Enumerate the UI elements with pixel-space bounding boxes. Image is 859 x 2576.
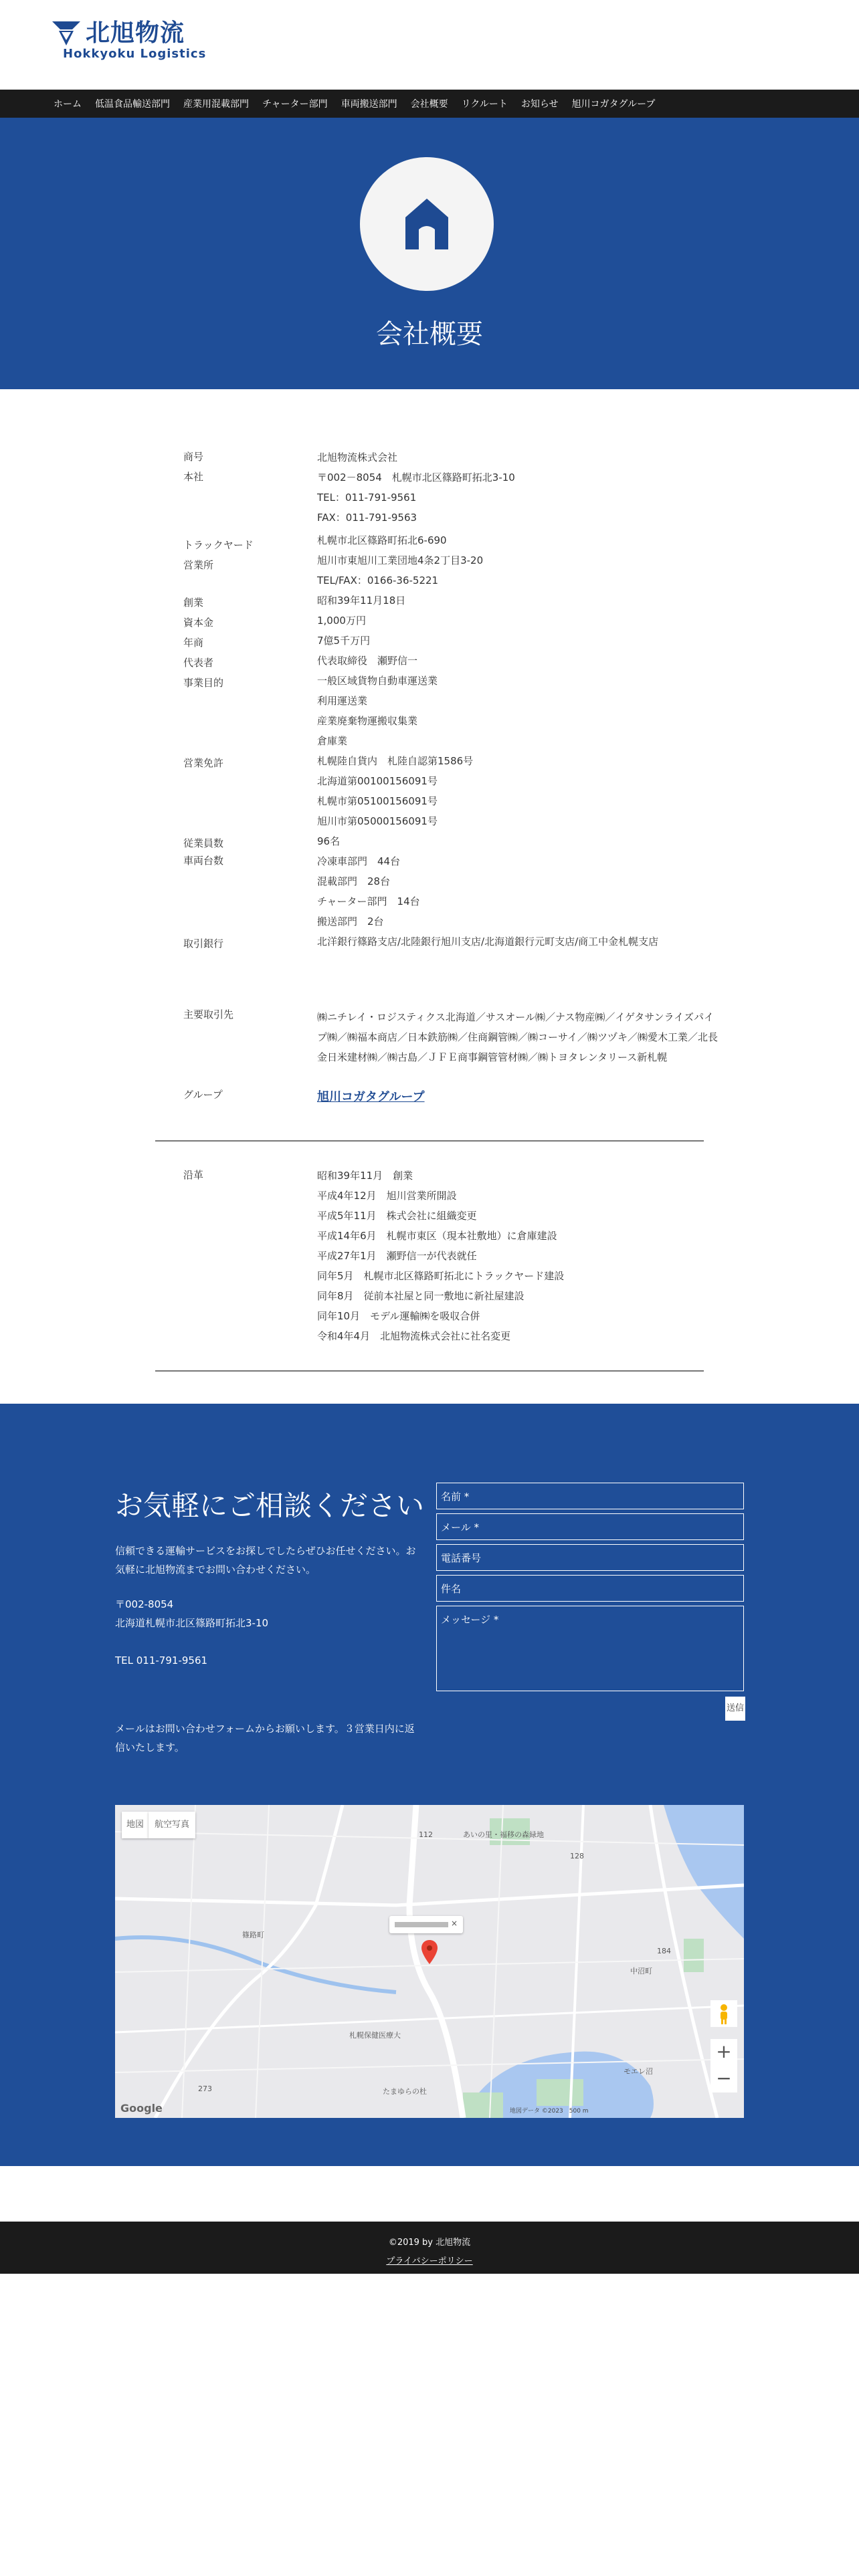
info-label: グループ — [183, 1089, 223, 1101]
info-value: TEL/FAX：0166-36-5221 — [317, 574, 439, 586]
contact-note-line: 信いたします。 — [115, 1741, 185, 1753]
nav-company[interactable]: 会社概要 — [410, 99, 448, 110]
google-logo: Google — [120, 2102, 163, 2115]
contact-title: お気軽にご相談ください — [115, 1489, 425, 1522]
history-item: 平成27年1月 瀬野信一が代表就任 — [317, 1250, 477, 1262]
road-number-label: 112 — [419, 1830, 433, 1839]
history-item: 同年10月 モデル運輸㈱を吸収合併 — [317, 1310, 480, 1322]
info-value: FAX：011-791-9563 — [317, 512, 417, 524]
history-item: 令和4年4月 北旭物流株式会社に社名変更 — [317, 1330, 511, 1342]
info-label: 資本金 — [183, 617, 214, 629]
privacy-policy-link[interactable]: プライバシーポリシー — [386, 2256, 473, 2266]
street-view-pegman-icon[interactable] — [710, 2000, 737, 2027]
history-item: 同年8月 従前本社屋と同一敷地に新社屋建設 — [317, 1290, 524, 1302]
contact-postal-code: 〒002-8054 — [115, 1598, 174, 1610]
name-field[interactable]: 名前 * — [436, 1483, 744, 1509]
info-label: 取引銀行 — [183, 938, 224, 950]
info-label: 事業目的 — [183, 677, 224, 689]
map-place-label: 札幌保健医療大 — [349, 2031, 401, 2040]
map-place-label: たまゆらの杜 — [383, 2087, 427, 2096]
contact-intro-line: 気軽に北旭物流までお問い合わせください。 — [115, 1564, 316, 1576]
contact-tel: TEL 011-791-9561 — [115, 1654, 208, 1667]
road-number-label: 273 — [198, 2084, 212, 2093]
map-attribution: 地図データ ©2023 500 m — [510, 2108, 589, 2115]
brand-subtitle: Hokkyoku Logistics — [63, 47, 207, 61]
contact-intro-line: 信頼できる運輸サービスをお探しでしたらぜひお任せください。お — [115, 1545, 416, 1557]
group-link[interactable]: 旭川コガタグループ — [317, 1090, 425, 1104]
page-title: 会社概要 — [376, 319, 483, 350]
info-value: ㈱ニチレイ・ロジスティクス北海道／サスオール㈱／ナス物産㈱／イゲタサンライズパイプ㈱／㈱福本商店／日本鉄筋㈱／住商鋼管㈱／㈱コーサイ／㈱ツヅキ／㈱愛木工業／北長金日米建材㈱／㈱古島／ＪＦＥ商事鋼管管材㈱／㈱トヨタレンタリース新札幌 — [317, 1011, 718, 1063]
history-item: 昭和39年11月 創業 — [317, 1170, 413, 1182]
road-number-label: 128 — [570, 1852, 584, 1860]
map-info-bubble[interactable] — [389, 1916, 463, 1933]
logo[interactable] — [52, 17, 213, 68]
info-value: 札幌陸自貨内 札陸自認第1586号 — [317, 755, 474, 767]
info-value: 倉庫業 — [317, 735, 348, 747]
info-value: 北海道第00100156091号 — [317, 775, 438, 787]
info-label: 代表者 — [183, 657, 214, 669]
info-label: 従業員数 — [183, 837, 224, 849]
info-value: 96名 — [317, 835, 341, 847]
info-label: 創業 — [183, 597, 204, 609]
history-item: 平成5年11月 株式会社に組織変更 — [317, 1210, 477, 1222]
contact-section — [0, 1404, 859, 2166]
nav-industrial-mixed[interactable]: 産業用混載部門 — [183, 99, 249, 110]
history-item: 同年5月 札幌市北区篠路町拓北にトラックヤード建設 — [317, 1270, 565, 1282]
site-footer — [0, 2222, 859, 2274]
nav-vehicle-transport[interactable]: 車両搬送部門 — [341, 99, 397, 110]
divider — [155, 1370, 704, 1372]
nav-recruit[interactable]: リクルート — [461, 99, 508, 110]
info-value: 1,000万円 — [317, 615, 366, 627]
info-label: 商号 — [183, 451, 204, 463]
info-label: 主要取引先 — [183, 1008, 234, 1021]
map-type-map-button[interactable]: 地図 — [122, 1812, 149, 1838]
info-value: 代表取締役 瀬野信一 — [317, 655, 418, 667]
info-label: 営業免許 — [183, 757, 224, 769]
info-value: 札幌市第05100156091号 — [317, 795, 438, 807]
contact-note — [115, 1719, 415, 1757]
contact-street: 北海道札幌市北区篠路町拓北3-10 — [115, 1617, 269, 1629]
info-bubble-text-bar — [395, 1922, 448, 1927]
info-value: 〒002－8054 札幌市北区篠路町拓北3-10 — [317, 471, 515, 484]
info-label: 車両台数 — [183, 855, 224, 867]
map-place-label: あいの里・福移の森緑地 — [463, 1830, 544, 1839]
map-place-label: 篠路町 — [242, 1931, 264, 1939]
info-value: 冷凍車部門 44台 — [317, 855, 401, 867]
google-map[interactable] — [115, 1805, 744, 2118]
hero-banner — [0, 118, 859, 389]
contact-address — [115, 1595, 268, 1632]
info-value: 昭和39年11月18日 — [317, 595, 406, 607]
nav-frozen-food[interactable]: 低温食品輸送部門 — [95, 99, 170, 110]
email-field[interactable]: メール * — [436, 1513, 744, 1540]
info-label: 営業所 — [183, 559, 214, 571]
nav-news[interactable]: お知らせ — [520, 99, 559, 110]
zoom-in-button[interactable]: + — [710, 2039, 737, 2066]
divider — [155, 1140, 704, 1142]
submit-button[interactable]: 送信 — [725, 1697, 745, 1721]
info-value: 旭川市東旭川工業団地4条2丁目3-20 — [317, 554, 484, 566]
info-label: トラックヤード — [183, 539, 254, 551]
map-place-label: 中沼町 — [630, 1967, 652, 1975]
info-label: 年商 — [183, 637, 204, 649]
map-pin-icon[interactable] — [421, 1940, 438, 1964]
map-type-satellite-button[interactable]: 航空写真 — [149, 1812, 195, 1838]
info-label: 本社 — [183, 471, 204, 483]
info-label: 沿革 — [183, 1169, 204, 1181]
info-value: 利用運送業 — [317, 695, 368, 707]
nav-home[interactable]: ホーム — [54, 99, 82, 110]
history-item: 平成4年12月 旭川営業所開設 — [317, 1190, 457, 1202]
home-icon — [360, 157, 494, 291]
info-value: 7億5千万円 — [317, 635, 371, 647]
contact-note-line: メールはお問い合わせフォームからお願いします。３営業日内に返 — [115, 1723, 415, 1735]
brand-name: 北旭物流 — [86, 19, 185, 47]
hero-icon-circle — [360, 157, 494, 291]
subject-field[interactable]: 件名 — [436, 1575, 744, 1602]
info-value: 搬送部門 2台 — [317, 916, 384, 928]
history-item: 平成14年6月 札幌市東区（現本社敷地）に倉庫建設 — [317, 1230, 557, 1242]
main-navigation — [0, 90, 859, 118]
logo-mark-icon — [52, 20, 80, 47]
info-value: 旭川市第05000156091号 — [317, 815, 438, 827]
info-value: TEL：011-791-9561 — [317, 492, 417, 504]
map-place-label: モエレ沼 — [624, 2067, 653, 2076]
info-value: 混載部門 28台 — [317, 875, 391, 887]
message-field[interactable]: メッセージ * — [436, 1606, 744, 1691]
road-number-label: 184 — [657, 1947, 671, 1955]
info-value: 北旭物流株式会社 — [317, 451, 398, 463]
contact-intro — [115, 1541, 416, 1579]
info-value: 一般区域貨物自動車運送業 — [317, 675, 438, 687]
nav-group[interactable]: 旭川コガタグループ — [571, 99, 656, 110]
info-value: 北洋銀行篠路支店/北陸銀行旭川支店/北海道銀行元町支店/商工中金札幌支店 — [317, 936, 659, 948]
nav-charter[interactable]: チャーター部門 — [262, 99, 328, 110]
copyright: ©2019 by 北旭物流 — [388, 2238, 471, 2248]
phone-field[interactable]: 電話番号 — [436, 1544, 744, 1571]
info-value: 札幌市北区篠路町拓北6-690 — [317, 534, 447, 546]
close-icon[interactable]: × — [451, 1919, 458, 1928]
info-value: チャーター部門 14台 — [317, 895, 420, 907]
info-value: 産業廃棄物運搬収集業 — [317, 715, 418, 727]
zoom-out-button[interactable]: − — [710, 2066, 737, 2092]
